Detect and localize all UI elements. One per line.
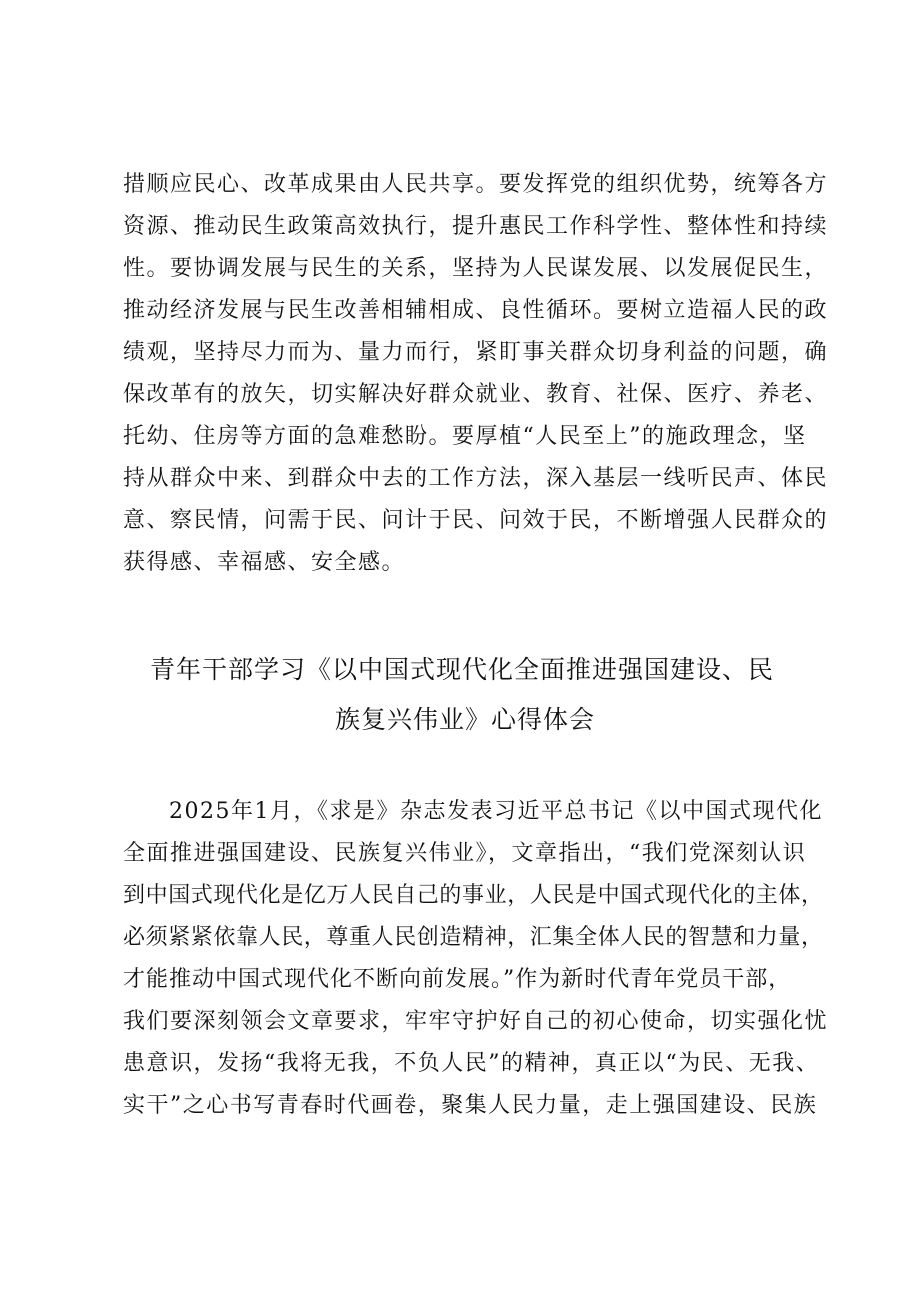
- article-title-line-1: 青年干部学习《以中国式现代化全面推进强国建设、民: [150, 655, 775, 684]
- paragraph-line: 到中国式现代化是亿万人民自己的事业，人民是中国式现代化的主体，: [123, 883, 824, 908]
- paragraph-line: 保改革有的放矢，切实解决好群众就业、教育、社保、医疗、养老、: [123, 382, 829, 407]
- paragraph-line: 意、察民情，问需于民、问计于民、问效于民，不断增强人民群众的: [123, 508, 829, 533]
- paragraph-line: 实干”之心书写青春时代画卷，聚集人民力量，走上强国建设、民族: [123, 1093, 818, 1118]
- article-title-line-2: 族复兴伟业》心得体会: [335, 705, 596, 734]
- paragraph-line: 推动经济发展与民生改善相辅相成、良性循环。要树立造福人民的政: [123, 298, 829, 323]
- paragraph-line: 全面推进强国建设、民族复兴伟业》，文章指出，“我们党深刻认识: [123, 841, 807, 866]
- paragraph-line: 必须紧紧依靠人民，尊重人民创造精神，汇集全体人民的智慧和力量，: [123, 925, 824, 950]
- paragraph-line: 2025年1月，《求是》杂志发表习近平总书记《以中国式现代化: [169, 799, 823, 824]
- paragraph-line: 持从群众中来、到群众中去的工作方法，深入基层一线听民声、体民: [123, 466, 829, 491]
- paragraph-line: 我们要深刻领会文章要求，牢牢守护好自己的初心使命，切实强化忧: [123, 1009, 829, 1034]
- paragraph-line: 绩观，坚持尽力而为、量力而行，紧盯事关群众切身利益的问题，确: [123, 340, 829, 365]
- continued-paragraph: [123, 170, 829, 590]
- paragraph-line: 才能推动中国式现代化不断向前发展。”作为新时代青年党员干部，: [123, 967, 792, 992]
- paragraph-line: 措顺应民心、改革成果由人民共享。要发挥党的组织优势，统筹各方: [123, 172, 829, 197]
- paragraph-line: 资源、推动民生政策高效执行，提升惠民工作科学性、整体性和持续: [123, 214, 829, 239]
- paragraph-line: 托幼、住房等方面的急难愁盼。要厚植“人民至上”的施政理念，坚: [123, 424, 807, 449]
- paragraph-line: 获得感、幸福感、安全感。: [123, 550, 406, 575]
- paragraph-line: 患意识，发扬“我将无我，不负人民”的精神，真正以“为民、无我、: [123, 1051, 820, 1076]
- body-paragraph: [123, 797, 829, 1137]
- paragraph-line: 性。要协调发展与民生的关系，坚持为人民谋发展、以发展促民生，: [123, 256, 829, 281]
